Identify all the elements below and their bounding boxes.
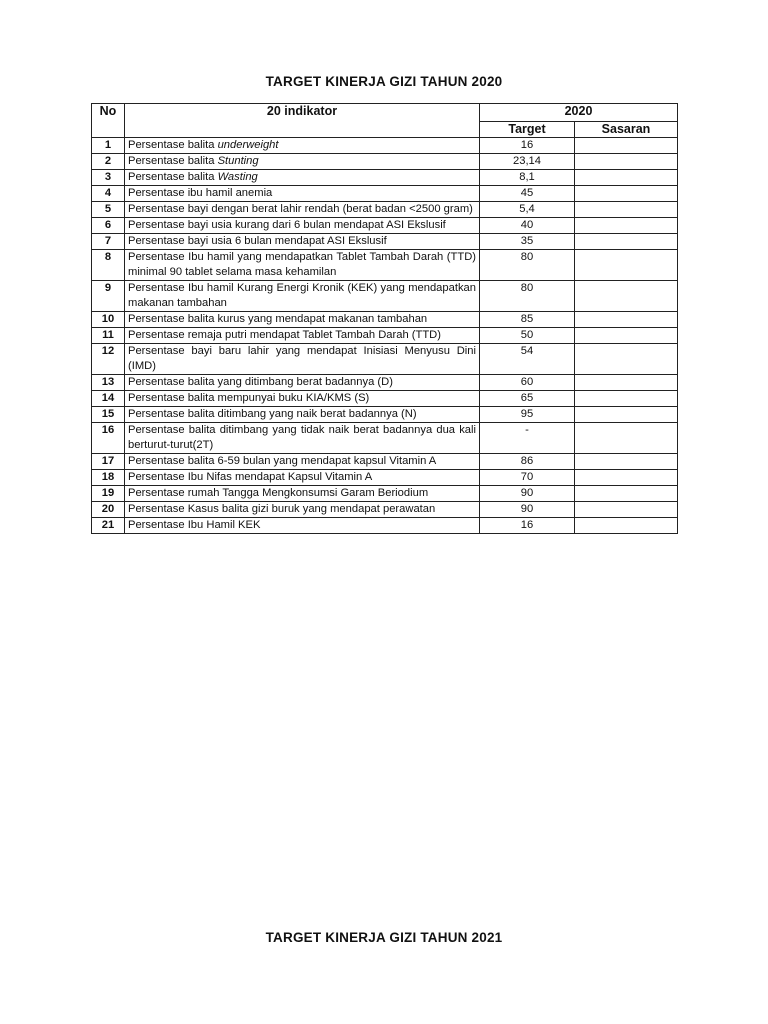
table-row: [92, 328, 678, 344]
indicator-term: underweight: [217, 139, 279, 151]
indicator-label: Persentase Ibu hamil yang mendapatkan Tablet Tambah Darah (TTD) minimal 90 tablet selama masa kehamilan: [128, 251, 476, 278]
indicator-text: [125, 154, 480, 170]
sasaran-value: [575, 502, 678, 518]
table-row: [92, 312, 678, 328]
row-number: 17: [92, 454, 125, 470]
indicator-text: [125, 470, 480, 486]
target-value: 60: [480, 375, 575, 391]
sasaran-value: [575, 470, 678, 486]
indicator-text: [125, 391, 480, 407]
indicator-label: Persentase balita ditimbang yang tidak naik berat badannya dua kali berturut-turut(2T): [128, 424, 476, 451]
target-value: 80: [480, 250, 575, 281]
indicator-label: Persentase bayi usia kurang dari 6 bulan mendapat ASI Ekslusif: [128, 219, 446, 231]
sasaran-value: [575, 250, 678, 281]
indicator-label: Persentase balita: [128, 171, 218, 183]
sasaran-value: [575, 202, 678, 218]
sasaran-value: [575, 186, 678, 202]
row-number: 12: [92, 344, 125, 375]
indicator-text: [125, 423, 480, 454]
header-no: No: [92, 104, 125, 138]
sasaran-value: [575, 486, 678, 502]
indicator-label: Persentase bayi baru lahir yang mendapat Inisiasi Menyusu Dini (IMD): [128, 345, 476, 372]
row-number: 20: [92, 502, 125, 518]
target-value: 16: [480, 138, 575, 154]
target-value: 86: [480, 454, 575, 470]
indicator-text: [125, 186, 480, 202]
next-page-title: TARGET KINERJA GIZI TAHUN 2021: [265, 930, 503, 945]
target-value: 80: [480, 281, 575, 312]
target-value: 5,4: [480, 202, 575, 218]
indicator-label: Persentase remaja putri mendapat Tablet Tambah Darah (TTD): [128, 329, 441, 341]
row-number: 14: [92, 391, 125, 407]
target-value: 40: [480, 218, 575, 234]
sasaran-value: [575, 518, 678, 534]
indicator-label: Persentase Ibu Nifas mendapat Kapsul Vitamin A: [128, 471, 373, 483]
sasaran-value: [575, 391, 678, 407]
sasaran-value: [575, 407, 678, 423]
header-year: 2020: [480, 104, 678, 122]
sasaran-value: [575, 423, 678, 454]
row-number: 21: [92, 518, 125, 534]
table-row: [92, 423, 678, 454]
sasaran-value: [575, 281, 678, 312]
table-body: [92, 138, 678, 534]
sasaran-value: [575, 312, 678, 328]
indicator-label: Persentase bayi dengan berat lahir rendah (berat badan <2500 gram): [128, 203, 473, 215]
indicator-label: Persentase bayi usia 6 bulan mendapat ASI Ekslusif: [128, 235, 387, 247]
indicator-text: [125, 344, 480, 375]
indicator-label: Persentase balita mempunyai buku KIA/KMS (S): [128, 392, 370, 404]
sasaran-value: [575, 234, 678, 250]
indicator-label: Persentase balita: [128, 155, 218, 167]
table-row: [92, 454, 678, 470]
row-number: 3: [92, 170, 125, 186]
indicator-label: Persentase balita kurus yang mendapat makanan tambahan: [128, 313, 428, 325]
table-row: [92, 138, 678, 154]
table-row: [92, 186, 678, 202]
target-value: 85: [480, 312, 575, 328]
indicator-text: [125, 250, 480, 281]
indicator-table: [91, 103, 678, 534]
table-row: [92, 170, 678, 186]
indicator-text: [125, 375, 480, 391]
indicator-text: [125, 234, 480, 250]
row-number: 2: [92, 154, 125, 170]
table-row: [92, 202, 678, 218]
row-number: 13: [92, 375, 125, 391]
indicator-text: [125, 138, 480, 154]
row-number: 11: [92, 328, 125, 344]
row-number: 10: [92, 312, 125, 328]
row-number: 1: [92, 138, 125, 154]
row-number: 15: [92, 407, 125, 423]
row-number: 19: [92, 486, 125, 502]
row-number: 8: [92, 250, 125, 281]
indicator-text: [125, 407, 480, 423]
indicator-label: Persentase Kasus balita gizi buruk yang mendapat perawatan: [128, 503, 436, 515]
indicator-text: [125, 454, 480, 470]
row-number: 16: [92, 423, 125, 454]
indicator-text: [125, 218, 480, 234]
row-number: 7: [92, 234, 125, 250]
table-row: [92, 234, 678, 250]
table-row: [92, 281, 678, 312]
row-number: 18: [92, 470, 125, 486]
table-row: [92, 518, 678, 534]
sasaran-value: [575, 170, 678, 186]
indicator-label: Persentase rumah Tangga Mengkonsumsi Garam Beriodium: [128, 487, 429, 499]
indicator-term: Stunting: [217, 155, 259, 167]
row-number: 6: [92, 218, 125, 234]
header-sasaran: Sasaran: [575, 122, 678, 138]
indicator-text: [125, 518, 480, 534]
table-row: [92, 375, 678, 391]
row-number: 5: [92, 202, 125, 218]
target-value: 90: [480, 502, 575, 518]
row-number: 4: [92, 186, 125, 202]
indicator-label: Persentase ibu hamil anemia: [128, 187, 273, 199]
sasaran-value: [575, 138, 678, 154]
target-value: 8,1: [480, 170, 575, 186]
header-target: Target: [480, 122, 575, 138]
indicator-label: Persentase balita ditimbang yang naik berat badannya (N): [128, 408, 417, 420]
table-row: [92, 250, 678, 281]
target-value: -: [480, 423, 575, 454]
table-row: [92, 470, 678, 486]
indicator-label: Persentase balita yang ditimbang berat badannya (D): [128, 376, 393, 388]
sasaran-value: [575, 154, 678, 170]
target-value: 90: [480, 486, 575, 502]
indicator-label: Persentase balita 6-59 bulan yang mendapat kapsul Vitamin A: [128, 455, 437, 467]
sasaran-value: [575, 375, 678, 391]
target-value: 16: [480, 518, 575, 534]
target-value: 70: [480, 470, 575, 486]
table-row: [92, 154, 678, 170]
target-value: 35: [480, 234, 575, 250]
indicator-text: [125, 502, 480, 518]
table-row: [92, 407, 678, 423]
sasaran-value: [575, 328, 678, 344]
page-title: TARGET KINERJA GIZI TAHUN 2020: [265, 74, 503, 89]
indicator-text: [125, 328, 480, 344]
indicator-label: Persentase Ibu hamil Kurang Energi Kronik (KEK) yang mendapatkan makanan tambahan: [128, 282, 476, 309]
indicator-text: [125, 202, 480, 218]
indicator-term: Wasting: [217, 171, 258, 183]
target-value: 54: [480, 344, 575, 375]
table-row: [92, 344, 678, 375]
target-value: 45: [480, 186, 575, 202]
target-value: 23,14: [480, 154, 575, 170]
table-row: [92, 218, 678, 234]
row-number: 9: [92, 281, 125, 312]
table-row: [92, 391, 678, 407]
target-value: 65: [480, 391, 575, 407]
indicator-text: [125, 281, 480, 312]
table-row: [92, 486, 678, 502]
sasaran-value: [575, 218, 678, 234]
header-indicator: 20 indikator: [125, 104, 480, 138]
sasaran-value: [575, 454, 678, 470]
indicator-label: Persentase Ibu Hamil KEK: [128, 519, 261, 531]
indicator-text: [125, 486, 480, 502]
target-value: 95: [480, 407, 575, 423]
indicator-text: [125, 312, 480, 328]
indicator-label: Persentase balita: [128, 139, 218, 151]
target-value: 50: [480, 328, 575, 344]
sasaran-value: [575, 344, 678, 375]
indicator-text: [125, 170, 480, 186]
table-row: [92, 502, 678, 518]
